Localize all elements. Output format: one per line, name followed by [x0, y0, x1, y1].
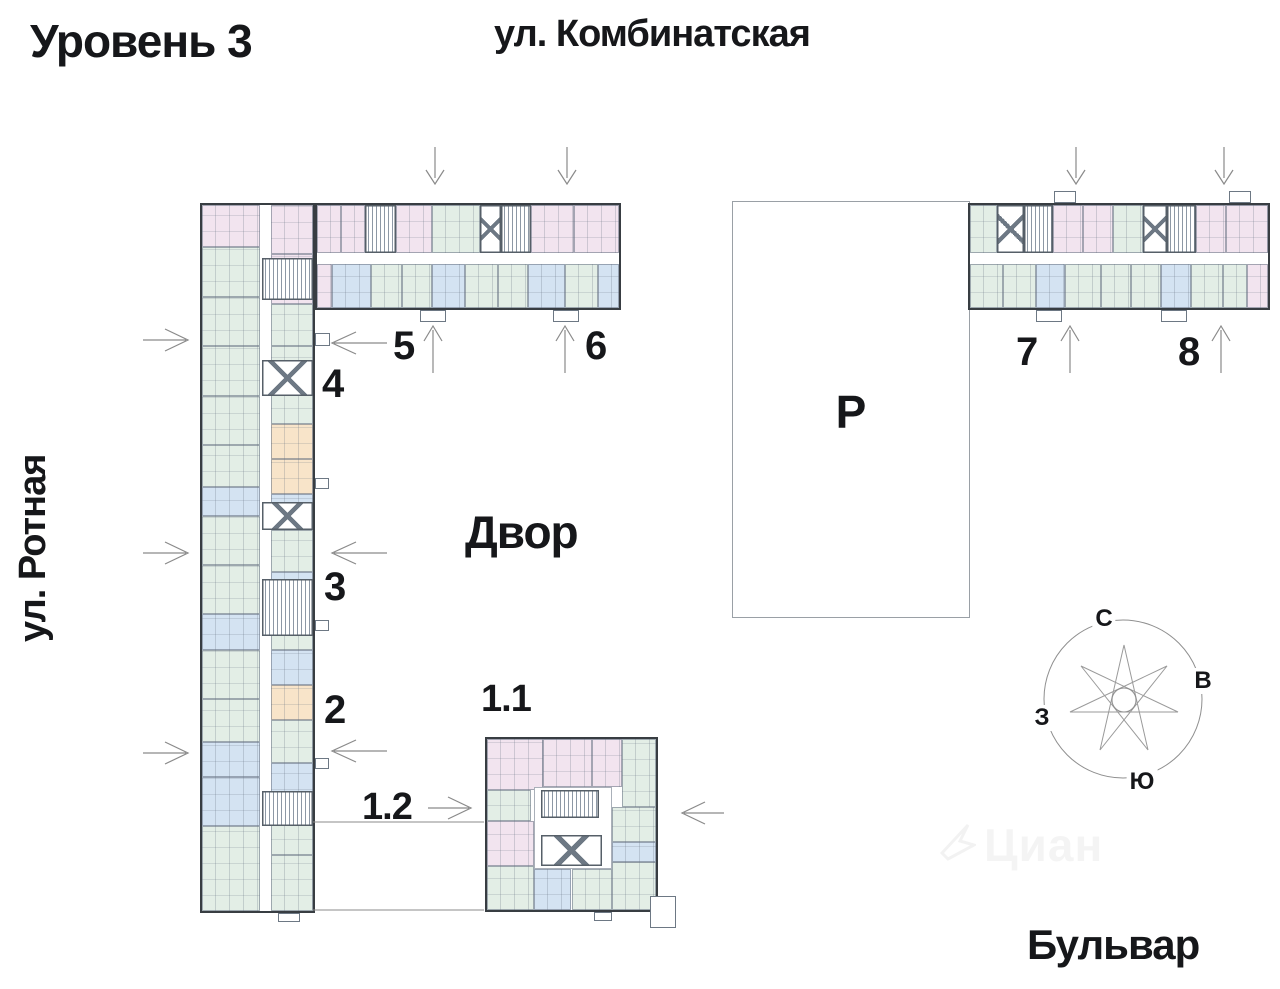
entrance-porch — [1054, 191, 1076, 203]
apartment-unit — [1247, 264, 1268, 308]
arrow-down-icon — [558, 147, 576, 184]
apartment-unit — [202, 487, 260, 515]
arrow-down-icon — [1215, 147, 1233, 184]
entrance-porch — [315, 620, 329, 631]
elevator-shaft-icon — [541, 835, 602, 866]
arrow-up-icon — [1212, 326, 1230, 373]
apartment-unit — [271, 530, 313, 572]
apartment-unit — [202, 205, 260, 247]
apartment-unit — [432, 205, 480, 253]
arrow-up-icon — [424, 326, 442, 373]
apartment-unit — [498, 264, 528, 308]
apartment-unit — [271, 650, 313, 685]
apartment-unit — [1223, 264, 1247, 308]
apartment-unit — [432, 264, 465, 308]
building-sections-5-6 — [315, 203, 621, 310]
elevator-shaft-icon — [262, 502, 313, 530]
compass-north-label: С — [1092, 606, 1115, 632]
compass-west-label: З — [1031, 705, 1052, 731]
stairwell — [365, 205, 395, 253]
arrow-right-icon — [428, 797, 471, 819]
courtyard-label: Двор — [465, 506, 578, 558]
apartment-unit — [202, 699, 260, 741]
apartment-unit — [271, 685, 313, 720]
stairwell — [1024, 205, 1054, 253]
watermark-plane-icon — [938, 819, 976, 871]
section-label-6: 6 — [585, 324, 607, 368]
apartment-unit — [371, 264, 401, 308]
apartment-unit — [970, 205, 997, 253]
apartment-unit — [1101, 264, 1131, 308]
street-label-top: ул. Комбинатская — [494, 13, 810, 55]
apartment-unit — [202, 297, 260, 346]
arrow-right-icon — [143, 542, 188, 564]
entrance-porch — [650, 896, 676, 928]
apartment-unit — [1065, 264, 1101, 308]
section-label-8: 8 — [1178, 330, 1200, 374]
apartment-unit — [317, 264, 332, 308]
apartment-unit — [202, 650, 260, 699]
arrow-right-icon — [143, 742, 188, 764]
apartment-unit — [271, 459, 313, 494]
stairwell — [1167, 205, 1197, 253]
section-label-2: 2 — [324, 688, 346, 732]
building-sections-2-3-4 — [200, 203, 315, 913]
entrance-porch — [1161, 310, 1187, 322]
arrow-left-icon — [682, 802, 724, 824]
apartment-unit — [396, 205, 432, 253]
apartment-unit — [543, 739, 592, 787]
apartment-unit — [202, 247, 260, 296]
apartment-unit — [317, 205, 341, 253]
apartment-unit — [1113, 205, 1143, 253]
apartment-unit — [487, 821, 534, 865]
elevator-shaft-icon — [480, 205, 501, 253]
entrance-porch — [1229, 191, 1251, 203]
connector-line — [313, 822, 484, 910]
apartment-unit — [1053, 205, 1083, 253]
watermark-text — [984, 818, 1103, 872]
apartment-unit — [1036, 264, 1066, 308]
elevator-shaft-icon — [262, 360, 313, 395]
street-label-left: ул. Ротная — [12, 454, 54, 642]
apartment-unit — [271, 424, 313, 459]
apartment-unit — [332, 264, 371, 308]
apartment-unit — [202, 826, 260, 911]
apartment-unit — [1191, 264, 1224, 308]
apartment-unit — [202, 565, 260, 614]
parking-area — [732, 201, 970, 618]
arrow-up-icon — [556, 326, 574, 373]
parking-label: Р — [835, 385, 867, 438]
section-label-1-1: 1.1 — [481, 678, 531, 720]
apartment-unit — [531, 205, 573, 253]
apartment-unit — [341, 205, 365, 253]
stairwell — [501, 205, 531, 253]
apartment-unit — [202, 614, 260, 649]
apartment-unit — [202, 742, 260, 777]
arrow-down-icon — [1067, 147, 1085, 184]
arrow-down-icon — [426, 147, 444, 184]
compass-rose-icon — [1044, 620, 1202, 778]
apartment-unit — [970, 264, 1003, 308]
compass-east-label: В — [1191, 668, 1214, 694]
apartment-unit — [202, 396, 260, 445]
section-label-1-2: 1.2 — [362, 786, 412, 828]
section-label-3: 3 — [324, 565, 346, 609]
apartment-unit — [612, 842, 656, 863]
apartment-unit — [271, 304, 313, 346]
compass-south-label: Ю — [1127, 769, 1158, 795]
apartment-unit — [487, 739, 543, 790]
page-title: Уровень 3 — [30, 15, 252, 67]
elevator-shaft-icon — [1143, 205, 1167, 253]
entrance-porch — [594, 912, 612, 921]
entrance-porch — [315, 758, 329, 769]
section-label-5: 5 — [393, 324, 415, 368]
apartment-unit — [572, 869, 613, 910]
apartment-unit — [271, 205, 313, 254]
apartment-unit — [1196, 205, 1226, 253]
elevator-shaft-icon — [997, 205, 1024, 253]
entrance-porch — [1036, 310, 1062, 322]
apartment-unit — [612, 807, 656, 841]
stairwell — [541, 790, 598, 817]
entrance-porch — [553, 310, 579, 322]
apartment-unit — [271, 855, 313, 911]
entrance-porch — [315, 333, 330, 346]
entrance-porch — [278, 913, 300, 922]
arrow-up-icon — [1061, 326, 1079, 373]
apartment-unit — [202, 346, 260, 395]
apartment-unit — [1083, 205, 1113, 253]
watermark — [938, 818, 1103, 872]
section-label-4: 4 — [322, 362, 344, 406]
entrance-porch — [420, 310, 446, 322]
apartment-unit — [592, 739, 622, 787]
apartment-unit — [528, 264, 564, 308]
apartment-unit — [1161, 264, 1191, 308]
apartment-unit — [1003, 264, 1036, 308]
apartment-unit — [202, 777, 260, 826]
arrow-left-icon — [332, 542, 387, 564]
apartment-unit — [598, 264, 619, 308]
apartment-unit — [271, 720, 313, 762]
apartment-unit — [1226, 205, 1268, 253]
arrow-left-icon — [332, 740, 387, 762]
apartment-unit — [202, 516, 260, 565]
building-sections-7-8 — [968, 203, 1270, 310]
apartment-unit — [622, 739, 656, 807]
section-label-7: 7 — [1016, 330, 1038, 374]
arrow-right-icon — [143, 329, 188, 351]
apartment-unit — [487, 866, 534, 910]
apartment-unit — [465, 264, 498, 308]
apartment-unit — [487, 790, 531, 821]
stairwell — [262, 791, 313, 826]
stairwell — [262, 258, 313, 300]
stairwell — [262, 579, 313, 635]
apartment-unit — [574, 205, 619, 253]
apartment-unit — [565, 264, 598, 308]
entrance-porch — [315, 478, 329, 489]
street-label-bottom: Бульвар — [1027, 921, 1200, 968]
building-section-1-1 — [485, 737, 658, 912]
apartment-unit — [534, 869, 571, 910]
arrow-left-icon — [332, 332, 387, 354]
apartment-unit — [1131, 264, 1161, 308]
apartment-unit — [402, 264, 432, 308]
apartment-unit — [202, 445, 260, 487]
